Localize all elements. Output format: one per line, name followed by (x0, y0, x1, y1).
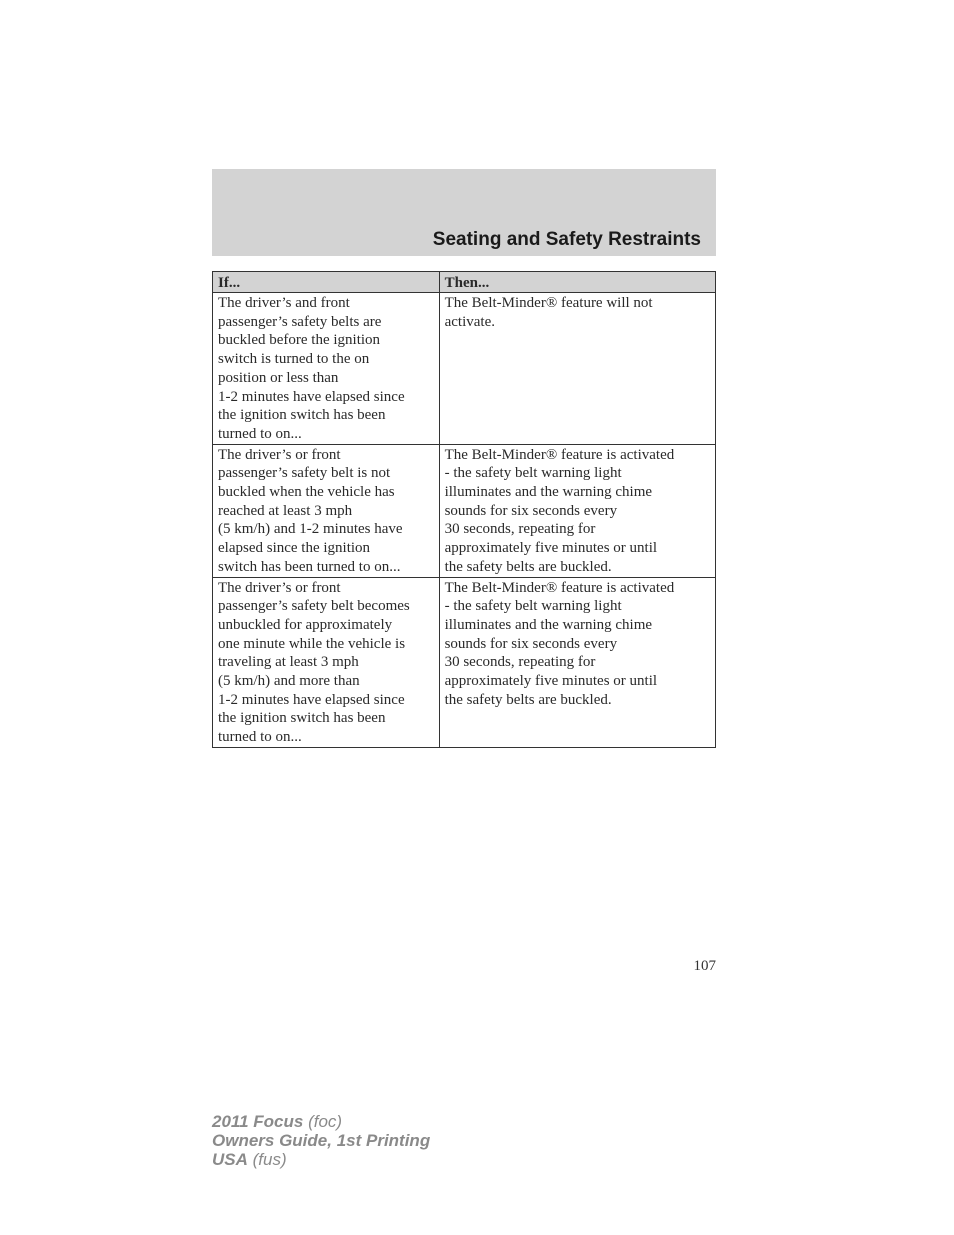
cell-text-line: turned to on... (218, 729, 302, 746)
cell-text-line: sounds for six seconds every (444, 635, 618, 652)
table-row (213, 293, 716, 445)
cell-text-line: buckled before the ignition (218, 332, 381, 349)
cell-text-line: position or less than (218, 369, 339, 386)
cell-text-line: The Belt-Minder® feature will not (444, 295, 653, 311)
cell-text-line: 30 seconds, repeating for (444, 521, 596, 538)
if-cell (213, 293, 440, 445)
cell-text-line: 1-2 minutes have elapsed since (218, 388, 405, 405)
cell-text-line: The Belt-Minder® feature is activated (444, 579, 675, 596)
cell-text-line: the safety belts are buckled. (444, 558, 612, 575)
cell-text-line: elapsed since the ignition (218, 540, 371, 557)
then-cell (439, 577, 715, 747)
cell-text-line: The Belt-Minder® feature is activated (444, 446, 675, 463)
cell-text-line: - the safety belt warning light (444, 465, 622, 482)
cell-text-line: unbuckled for approximately (218, 616, 393, 633)
section-title: Seating and Safety Restraints (432, 229, 701, 250)
cell-text-line: The driver’s and front (218, 295, 350, 311)
cell-text-line: the safety belts are buckled. (444, 691, 612, 708)
cell-text-line: switch is turned to the on (218, 351, 370, 368)
cell-text-line: approximately five minutes or until (444, 540, 658, 557)
cell-text-line: turned to on... (218, 425, 302, 442)
footer-model: 2011 Focus (212, 1112, 304, 1131)
cell-text-line: sounds for six seconds every (444, 502, 618, 519)
then-cell (439, 293, 715, 445)
footer-line-guide (212, 1131, 430, 1150)
section-header-band (212, 169, 716, 256)
cell-text-line: 1-2 minutes have elapsed since (218, 691, 405, 708)
cell-text-line: buckled when the vehicle has (218, 484, 395, 501)
cell-text-line: passenger’s safety belts are (218, 313, 382, 330)
table-body (213, 293, 716, 748)
cell-text-line: illuminates and the warning chime (444, 484, 653, 501)
cell-text-line: one minute while the vehicle is (218, 635, 406, 652)
cell-text-line: (5 km/h) and more than (218, 673, 360, 690)
cell-text-line: traveling at least 3 mph (218, 654, 359, 671)
cell-text-line: reached at least 3 mph (218, 502, 353, 519)
if-cell (213, 444, 440, 577)
cell-text-line: - the safety belt warning light (444, 598, 622, 615)
table-header-row (213, 272, 716, 293)
cell-text-line: the ignition switch has been (218, 407, 386, 424)
cell-text-line: The driver’s or front (218, 579, 341, 596)
cell-text-line: The driver’s or front (218, 446, 341, 463)
cell-text-line: (5 km/h) and 1-2 minutes have (218, 521, 403, 538)
footer-guide: Owners Guide, 1st Printing (212, 1131, 431, 1150)
footer-line-model (212, 1112, 430, 1131)
footer-imprint (212, 1112, 430, 1169)
cell-text-line: approximately five minutes or until (444, 673, 658, 690)
then-cell (439, 444, 715, 577)
footer-model-code: (foc) (303, 1112, 343, 1131)
table-row (213, 577, 716, 747)
cell-text-line: switch has been turned to on... (218, 558, 401, 575)
cell-text-line: the ignition switch has been (218, 710, 386, 727)
cell-text-line: passenger’s safety belt is not (218, 465, 391, 482)
footer-region: USA (212, 1150, 248, 1169)
footer-region-code: (fus) (247, 1150, 287, 1169)
cell-text-line: 30 seconds, repeating for (444, 654, 596, 671)
table-row (213, 444, 716, 577)
cell-text-line: passenger’s safety belt becomes (218, 598, 410, 615)
page-number: 107 (693, 958, 716, 974)
footer-line-region (212, 1150, 430, 1169)
cell-text-line: illuminates and the warning chime (444, 616, 653, 633)
belt-minder-table (212, 271, 716, 748)
column-header-if: If... (213, 272, 440, 293)
if-cell (213, 577, 440, 747)
cell-text-line: activate. (444, 313, 495, 330)
column-header-then: Then... (439, 272, 715, 293)
